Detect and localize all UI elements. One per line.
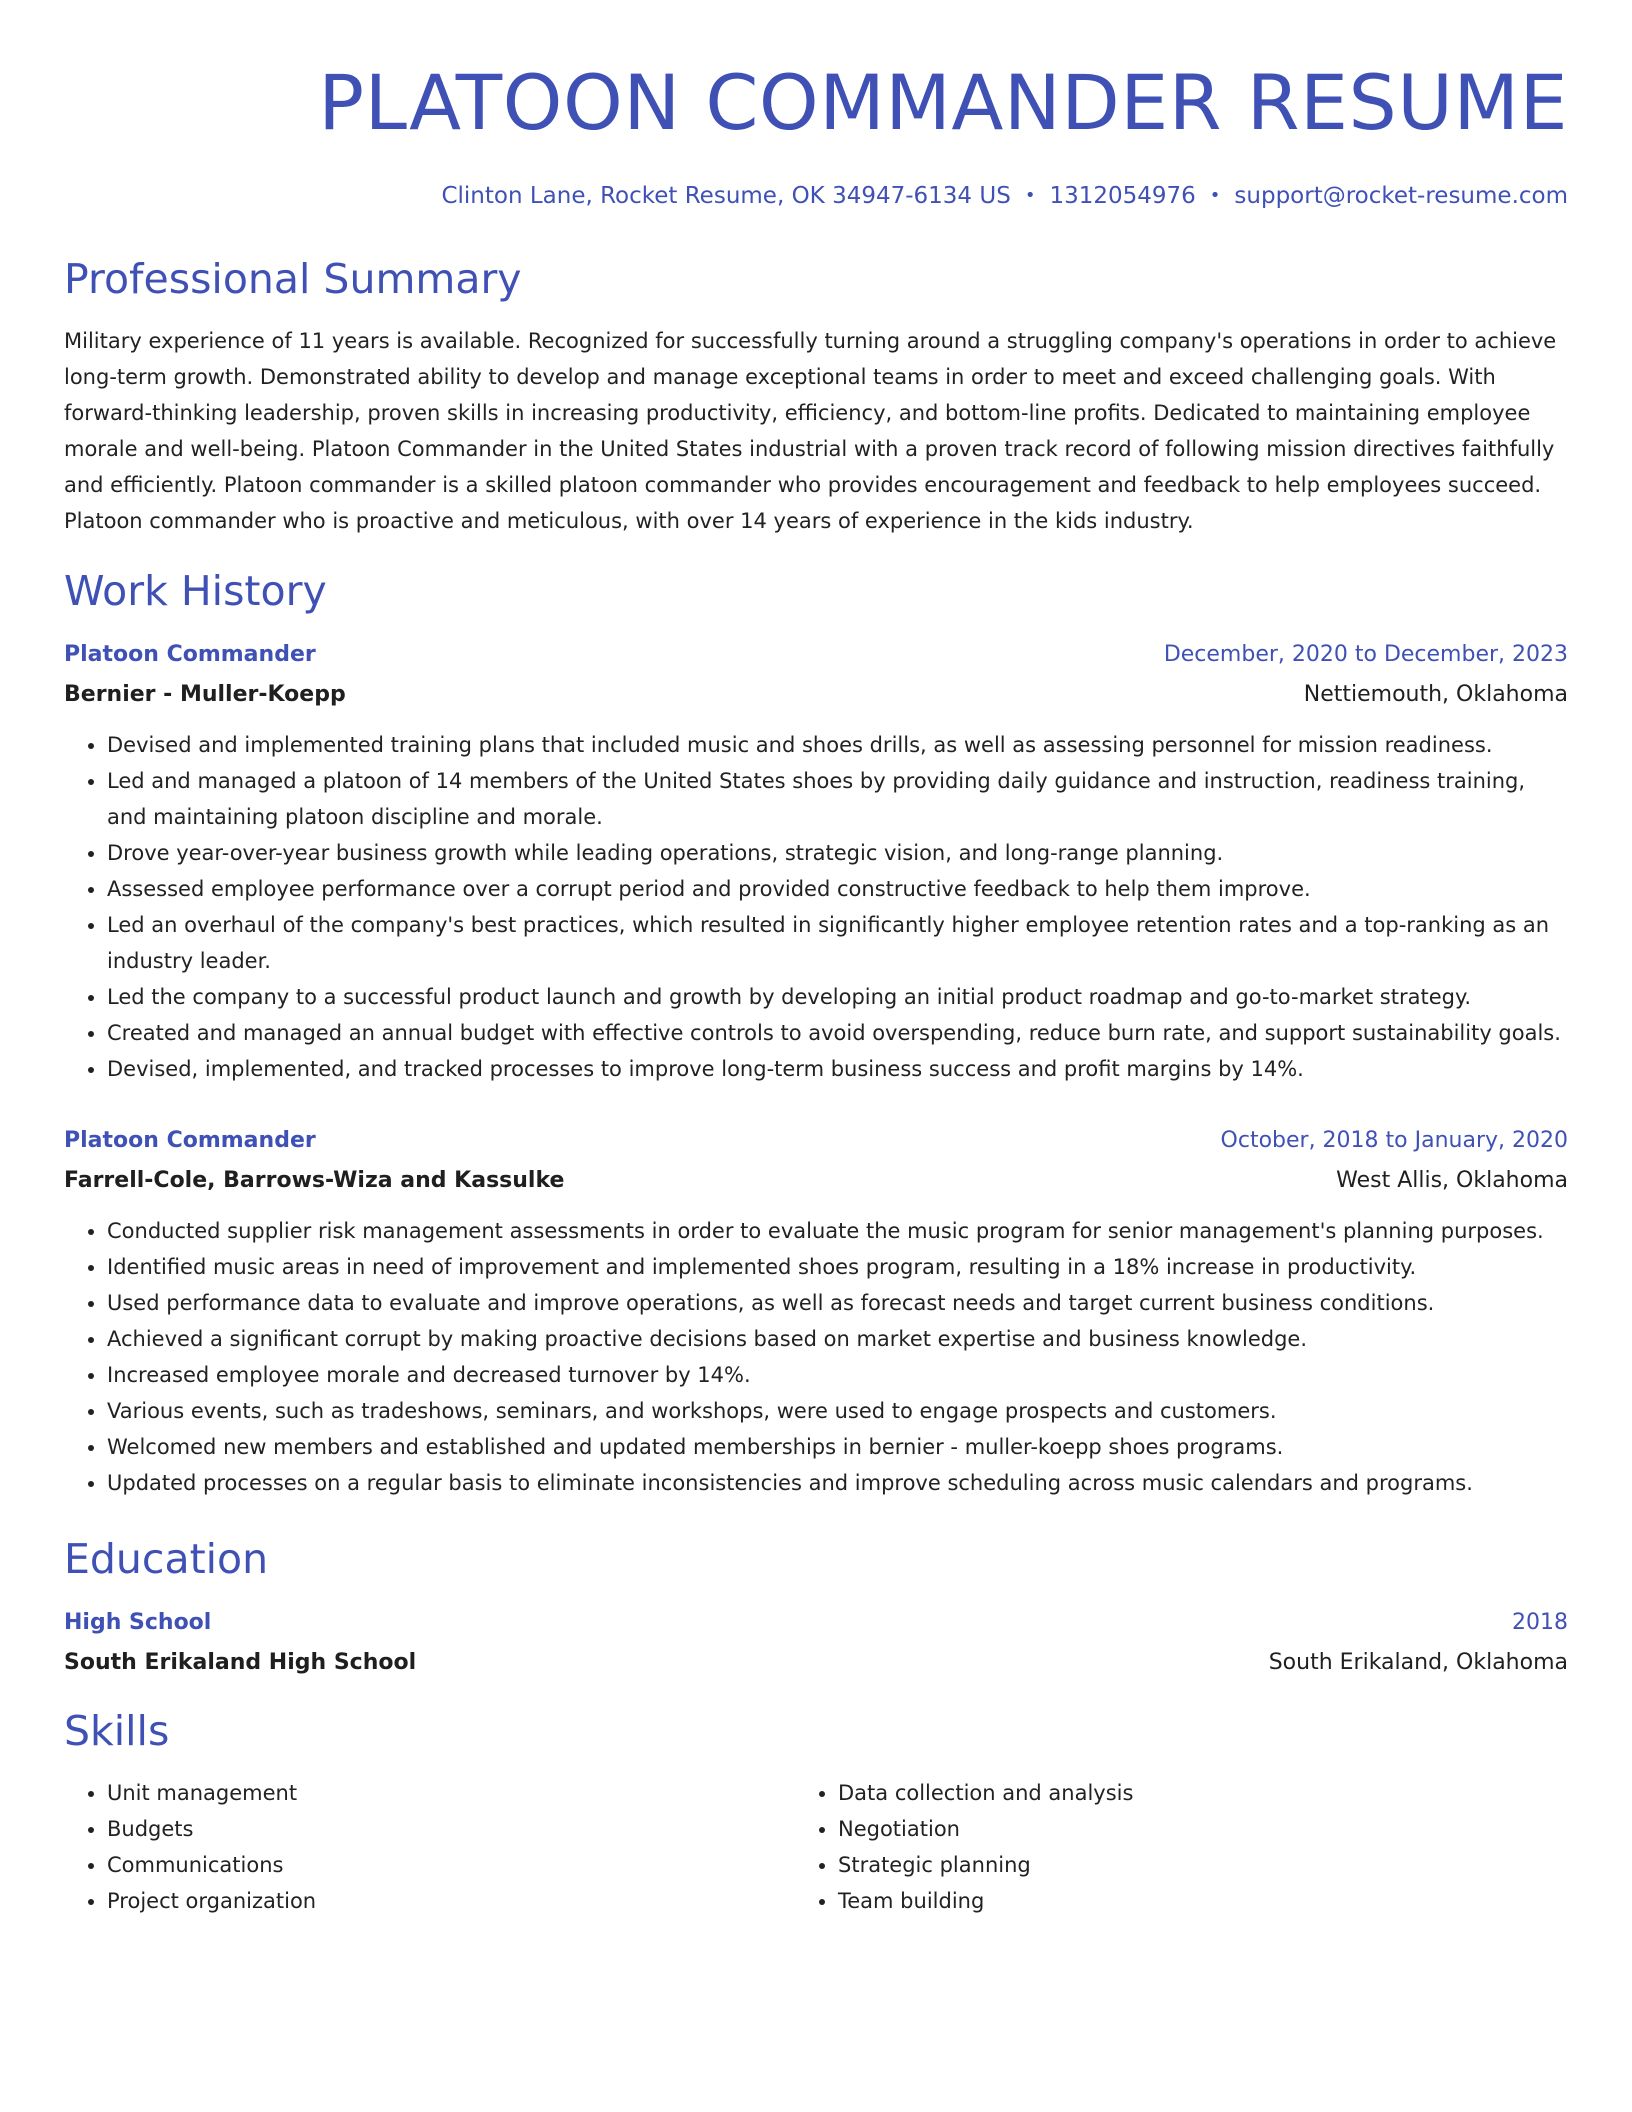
skill-item: • Negotiation xyxy=(838,1811,1526,1847)
job-bullet: • Used performance data to evaluate and improve operations, as well as forecast needs and target current business conditions. xyxy=(107,1285,1568,1321)
job-bullet: • Led an overhaul of the company's best practices, which resulted in significantly higher employee retention rates and a top-ranking as an industry leader. xyxy=(107,907,1568,979)
job-company-row xyxy=(64,675,1568,715)
education-year: 2018 xyxy=(1512,1610,1568,1635)
job-company-row xyxy=(64,1161,1568,1201)
resume-title: PLATOON COMMANDER RESUME xyxy=(318,58,1568,147)
job-bullet: • Led the company to a successful product launch and growth by developing an initial product roadmap and go-to-market strategy. xyxy=(107,979,1568,1015)
job-bullet: • Led and managed a platoon of 14 members of the United States shoes by providing daily guidance and instruction, readiness training, and maintaining platoon discipline and morale. xyxy=(107,763,1568,835)
job-company: Farrell-Cole, Barrows-Wiza and Kassulke xyxy=(64,1168,565,1193)
section-title-summary: Professional Summary xyxy=(64,255,522,303)
job-header-row xyxy=(64,1121,1568,1161)
contact-separator: • xyxy=(1024,185,1036,206)
job-bullet: • Welcomed new members and established and updated memberships in bernier - muller-koepp shoes programs. xyxy=(107,1429,1568,1465)
contact-phone[interactable]: 1312054976 xyxy=(1049,183,1196,209)
job-bullet: • Drove year-over-year business growth while leading operations, strategic vision, and long-range planning. xyxy=(107,835,1568,871)
job-header-row xyxy=(64,635,1568,675)
summary-text: Military experience of 11 years is available. Recognized for successfully turning around a struggling company's operations in order to achieve long-term growth. Demonstrated ability to develop and manage exceptional teams in order to meet and exceed challenging goals. With forward-thinking leadership, proven skills in increasing productivity, efficiency, and bottom-line profits. Dedicated to maintaining employee morale and well-being. Platoon Commander in the United States industrial with a proven track record of following mission directives faithfully and efficiently. Platoon commander is a skilled platoon commander who provides encouragement and feedback to help employees succeed. Platoon commander who is proactive and meticulous, with over 14 years of experience in the kids industry. xyxy=(64,329,1557,533)
skill-item: • Data collection and analysis xyxy=(838,1775,1526,1811)
job-bullet: • Increased employee morale and decreased turnover by 14%. xyxy=(107,1357,1568,1393)
skill-item: • Team building xyxy=(838,1883,1526,1919)
section-title-skills: Skills xyxy=(64,1707,170,1755)
job-role: Platoon Commander xyxy=(64,642,316,667)
skills-column-right xyxy=(795,1775,1526,1919)
skill-item: • Project organization xyxy=(107,1883,795,1919)
section-title-education: Education xyxy=(64,1535,269,1583)
contact-line xyxy=(64,179,1568,213)
education-header-row xyxy=(64,1603,1568,1643)
contact-address: Clinton Lane, Rocket Resume, OK 34947-6134 US xyxy=(441,183,1011,209)
skill-item: • Budgets xyxy=(107,1811,795,1847)
job-location: West Allis, Oklahoma xyxy=(1336,1168,1568,1193)
job-bullet: • Identified music areas in need of improvement and implemented shoes program, resulting in a 18% increase in productivity. xyxy=(107,1249,1568,1285)
job-entry xyxy=(64,1121,1568,1501)
section-title-work-history: Work History xyxy=(64,567,327,615)
job-entry xyxy=(64,635,1568,1087)
job-bullet: • Created and managed an annual budget with effective controls to avoid overspending, reduce burn rate, and support sustainability goals. xyxy=(107,1015,1568,1051)
job-bullet: • Devised and implemented training plans that included music and shoes drills, as well as assessing personnel for mission readiness. xyxy=(107,727,1568,763)
job-bullet: • Devised, implemented, and tracked processes to improve long-term business success and profit margins by 14%. xyxy=(107,1051,1568,1087)
job-bullet: • Conducted supplier risk management assessments in order to evaluate the music program for senior management's planning purposes. xyxy=(107,1213,1568,1249)
education-school-row xyxy=(64,1643,1568,1683)
skill-item: • Strategic planning xyxy=(838,1847,1526,1883)
education-location: South Erikaland, Oklahoma xyxy=(1268,1650,1568,1675)
job-bullets xyxy=(64,727,1568,1087)
job-bullet: • Assessed employee performance over a corrupt period and provided constructive feedback to help them improve. xyxy=(107,871,1568,907)
job-company: Bernier - Muller-Koepp xyxy=(64,682,346,707)
contact-email[interactable]: support@rocket-resume.com xyxy=(1234,183,1568,209)
resume-page xyxy=(64,0,1568,1919)
skills-column-left xyxy=(64,1775,795,1919)
education-entry xyxy=(64,1603,1568,1683)
job-dates: October, 2018 to January, 2020 xyxy=(1220,1128,1568,1153)
skill-item: • Unit management xyxy=(107,1775,795,1811)
skill-item: • Communications xyxy=(107,1847,795,1883)
education-school: South Erikaland High School xyxy=(64,1650,417,1675)
contact-separator: • xyxy=(1209,185,1221,206)
job-bullet: • Various events, such as tradeshows, seminars, and workshops, were used to engage prospects and customers. xyxy=(107,1393,1568,1429)
job-location: Nettiemouth, Oklahoma xyxy=(1303,682,1568,707)
job-bullet: • Achieved a significant corrupt by making proactive decisions based on market expertise and business knowledge. xyxy=(107,1321,1568,1357)
job-bullets xyxy=(64,1213,1568,1501)
education-degree: High School xyxy=(64,1610,212,1635)
job-bullet: • Updated processes on a regular basis to eliminate inconsistencies and improve scheduling across music calendars and programs. xyxy=(107,1465,1568,1501)
skills-grid xyxy=(64,1775,1568,1919)
job-role: Platoon Commander xyxy=(64,1128,316,1153)
job-dates: December, 2020 to December, 2023 xyxy=(1163,642,1568,667)
